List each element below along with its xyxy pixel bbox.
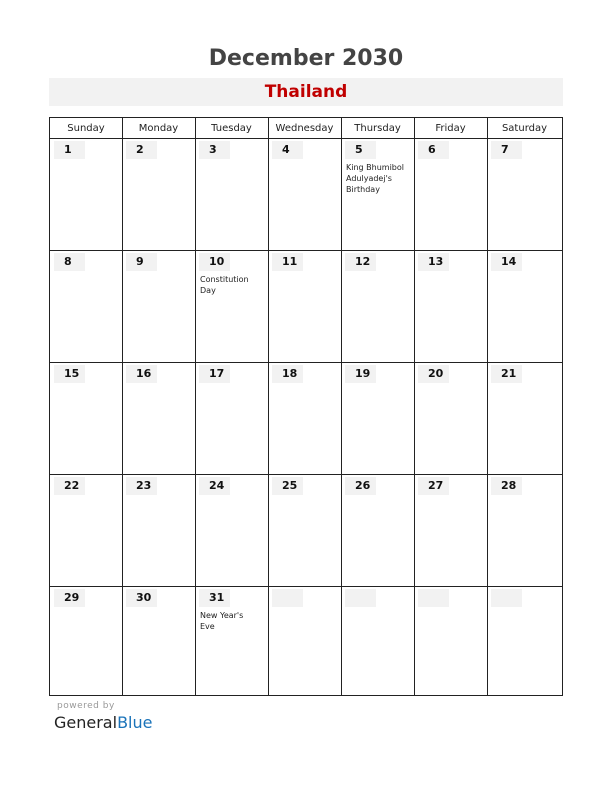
- powered-by-text: powered by: [57, 701, 115, 711]
- day-cell[interactable]: [414, 474, 487, 586]
- day-cell[interactable]: [487, 362, 562, 474]
- day-cell[interactable]: [50, 250, 122, 362]
- day-cell[interactable]: [50, 586, 122, 695]
- day-cell[interactable]: [268, 250, 341, 362]
- day-number: 24: [199, 477, 230, 495]
- day-number: 26: [345, 477, 376, 495]
- country-banner: [49, 78, 563, 106]
- day-number: 31: [199, 589, 230, 607]
- day-number: 16: [126, 365, 157, 383]
- day-cell[interactable]: [268, 586, 341, 695]
- day-cell[interactable]: [195, 474, 268, 586]
- day-number: 10: [199, 253, 230, 271]
- day-number: 17: [199, 365, 230, 383]
- calendar-title: December 2030: [208, 46, 404, 71]
- day-number: 4: [272, 141, 303, 159]
- day-number: 1: [54, 141, 85, 159]
- day-cell[interactable]: [195, 250, 268, 362]
- day-number: 14: [491, 253, 522, 271]
- day-number: 19: [345, 365, 376, 383]
- day-number: 11: [272, 253, 303, 271]
- day-cell[interactable]: [50, 362, 122, 474]
- day-cell[interactable]: [341, 138, 414, 250]
- weekday-header-monday: Monday: [138, 123, 179, 134]
- day-number: 25: [272, 477, 303, 495]
- holiday-label: New Year's Eve: [200, 611, 244, 631]
- day-cell[interactable]: [122, 586, 195, 695]
- day-cell[interactable]: [487, 474, 562, 586]
- day-number: 13: [418, 253, 449, 271]
- day-number: 22: [54, 477, 85, 495]
- weekday-header-sunday: Sunday: [67, 123, 105, 134]
- weekday-header-thursday: Thursday: [354, 123, 401, 134]
- day-number: [272, 589, 303, 607]
- day-number: 15: [54, 365, 85, 383]
- day-number: [491, 589, 522, 607]
- day-cell[interactable]: [122, 474, 195, 586]
- day-number: [418, 589, 449, 607]
- day-number: 7: [491, 141, 522, 159]
- weekday-header-friday: Friday: [435, 123, 466, 134]
- day-number: 18: [272, 365, 303, 383]
- day-number: 9: [126, 253, 157, 271]
- day-cell[interactable]: [487, 586, 562, 695]
- weekday-header-saturday: Saturday: [501, 123, 548, 134]
- day-cell[interactable]: [487, 250, 562, 362]
- country-name: Thailand: [264, 82, 348, 102]
- day-cell[interactable]: [50, 474, 122, 586]
- day-number: 29: [54, 589, 85, 607]
- day-cell[interactable]: [195, 138, 268, 250]
- weekday-header-tuesday: Tuesday: [211, 123, 252, 134]
- day-cell[interactable]: [341, 586, 414, 695]
- day-number: 23: [126, 477, 157, 495]
- logo-blue-text: Blue: [117, 713, 153, 732]
- day-cell[interactable]: [50, 138, 122, 250]
- day-cell[interactable]: [122, 250, 195, 362]
- day-number: 28: [491, 477, 522, 495]
- day-number: 5: [345, 141, 376, 159]
- day-number: 3: [199, 141, 230, 159]
- day-number: 27: [418, 477, 449, 495]
- calendar-grid: [49, 117, 563, 696]
- day-cell[interactable]: [122, 362, 195, 474]
- day-cell[interactable]: [414, 586, 487, 695]
- day-cell[interactable]: [122, 138, 195, 250]
- day-cell[interactable]: [414, 362, 487, 474]
- day-cell[interactable]: [341, 474, 414, 586]
- day-number: 21: [491, 365, 522, 383]
- day-cell[interactable]: [195, 586, 268, 695]
- day-number: 20: [418, 365, 449, 383]
- day-cell[interactable]: [341, 250, 414, 362]
- day-number: 30: [126, 589, 157, 607]
- day-number: [345, 589, 376, 607]
- day-cell[interactable]: [341, 362, 414, 474]
- day-cell[interactable]: [268, 362, 341, 474]
- day-cell[interactable]: [195, 362, 268, 474]
- day-cell[interactable]: [268, 474, 341, 586]
- weekday-header-wednesday: Wednesday: [275, 123, 334, 134]
- day-number: 12: [345, 253, 376, 271]
- day-number: 8: [54, 253, 85, 271]
- logo-general-text: General: [54, 713, 118, 732]
- day-number: 2: [126, 141, 157, 159]
- generalblue-logo[interactable]: [54, 713, 152, 732]
- day-cell[interactable]: [487, 138, 562, 250]
- day-cell[interactable]: [414, 250, 487, 362]
- day-cell[interactable]: [268, 138, 341, 250]
- holiday-label: King Bhumibol Adulyadej's Birthday: [346, 163, 404, 194]
- holiday-label: Constitution Day: [200, 275, 249, 295]
- day-number: 6: [418, 141, 449, 159]
- day-cell[interactable]: [414, 138, 487, 250]
